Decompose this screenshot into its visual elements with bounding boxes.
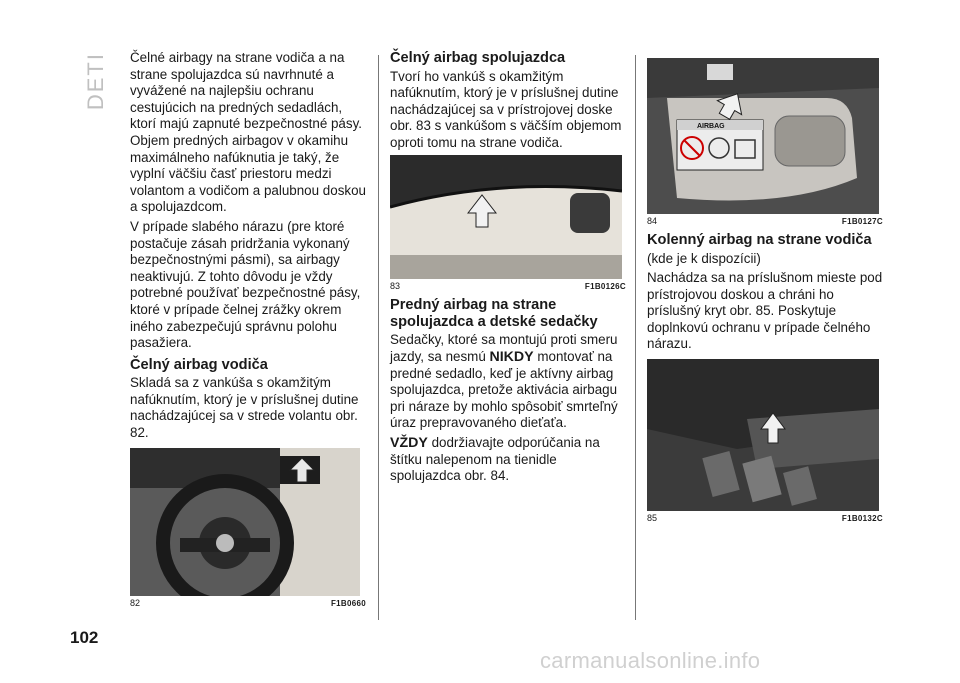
subheading-note: (kde je k dispozícii): [647, 250, 761, 266]
figure-number: 84: [647, 216, 658, 226]
text: dodržiavajte odporúčania na štítku nalepenom na tienidle spolujazdca obr. 84.: [390, 435, 600, 484]
airbag-label-text: AIRBAG: [697, 123, 725, 130]
paragraph: Skladá sa z vankúša s okamžitým nafúknutím, ktorý je v príslušnej dutine nachádzajúcej sa v strede volantu obr. 82.: [130, 375, 359, 440]
text: montovať na predné sedadlo, keď je aktívny airbag spolujazdca, pretože aktivácia airbagu pri náraze by mohlo spôsobiť smrteľný úraz prepravovaného dieťaťa.: [390, 349, 618, 431]
dashboard-illustration: [390, 155, 622, 279]
paragraph: [390, 435, 626, 485]
figure-code: F1B0127C: [841, 217, 883, 226]
paragraph: Nachádza sa na príslušnom mieste pod prístrojovou doskou a chráni ho príslušný kryt obr. 85. Poskytuje doplnkovú ochranu v prípade čelného nárazu.: [647, 270, 883, 352]
column-divider: [635, 55, 636, 620]
figure-code: F1B0132C: [841, 514, 883, 524]
figure-caption: [647, 216, 883, 227]
figure-code: F1B0126C: [584, 282, 626, 292]
figure-caption: [390, 281, 626, 292]
figure-85-knee-airbag: [647, 359, 879, 511]
emphasis-always: VŽDY: [390, 435, 428, 452]
steering-wheel-illustration: [130, 448, 360, 596]
section-tab: DETI: [83, 52, 108, 111]
figure-caption: [647, 513, 883, 524]
sun-visor-illustration: [647, 58, 879, 214]
figure-number: 85: [647, 513, 658, 524]
paragraph: V prípade slabého nárazu (pre ktoré postačuje zásah pridržania vykonaný bezpečnostnými pásmi), sa airbagy neaktivujú. Z tohto dôvodu je vždy potrebné používať bezpečnostné pásy, ktoré v prípade čelnej zrážky okrem iného zabezpečujú správnu polohu pasažiera.: [130, 218, 361, 351]
text: Sedačky, ktoré sa montujú proti smeru jazdy, sa nesmú: [390, 332, 618, 365]
page-number: 102: [70, 628, 99, 647]
knee-airbag-illustration: [647, 359, 879, 511]
figure-82-steering-wheel: [130, 448, 360, 596]
section-heading: Čelný airbag vodiča: [130, 356, 268, 373]
column-2: [390, 50, 626, 488]
column-divider: [378, 55, 379, 620]
figure-caption: [130, 598, 366, 609]
paragraph: Čelné airbagy na strane vodiča a na strane spolujazdca sú navrhnuté a vyvážené na najlepšiu ochranu cestujúcich na predných sedadlách, ktorí majú zapnuté bezpečnostné pásy. Objem predných airbagov v okamihu maximálneho nafúknutia je taký, že vyplní väčšiu časť priestoru medzi volantom a vodičom a palubnou doskou a spolujazdcom.: [130, 50, 366, 215]
paragraph: Tvorí ho vankúš s okamžitým nafúknutím, ktorý je v príslušnej dutine nachádzajúcej sa v prístrojovej doske obr. 83 s vankúšom s väčším objemom oproti tomu na strane vodiča.: [390, 68, 622, 150]
figure-code: F1B0660: [330, 598, 366, 608]
emphasis-never: NIKDY: [489, 349, 534, 366]
paragraph: [390, 332, 626, 432]
section-heading: Predný airbag na strane spolujazdca a detské sedačky: [390, 297, 598, 330]
column-1: [130, 50, 366, 613]
figure-83-dashboard: [390, 155, 622, 279]
figure-number: 82: [130, 597, 141, 608]
section-heading: Kolenný airbag na strane vodiča: [647, 232, 872, 248]
column-3: [647, 50, 883, 528]
footer-watermark: carmanualsonline.info: [540, 648, 761, 673]
section-heading: Čelný airbag spolujazdca: [390, 50, 566, 66]
figure-number: 83: [390, 281, 401, 292]
figure-84-sun-visor: [647, 58, 879, 214]
